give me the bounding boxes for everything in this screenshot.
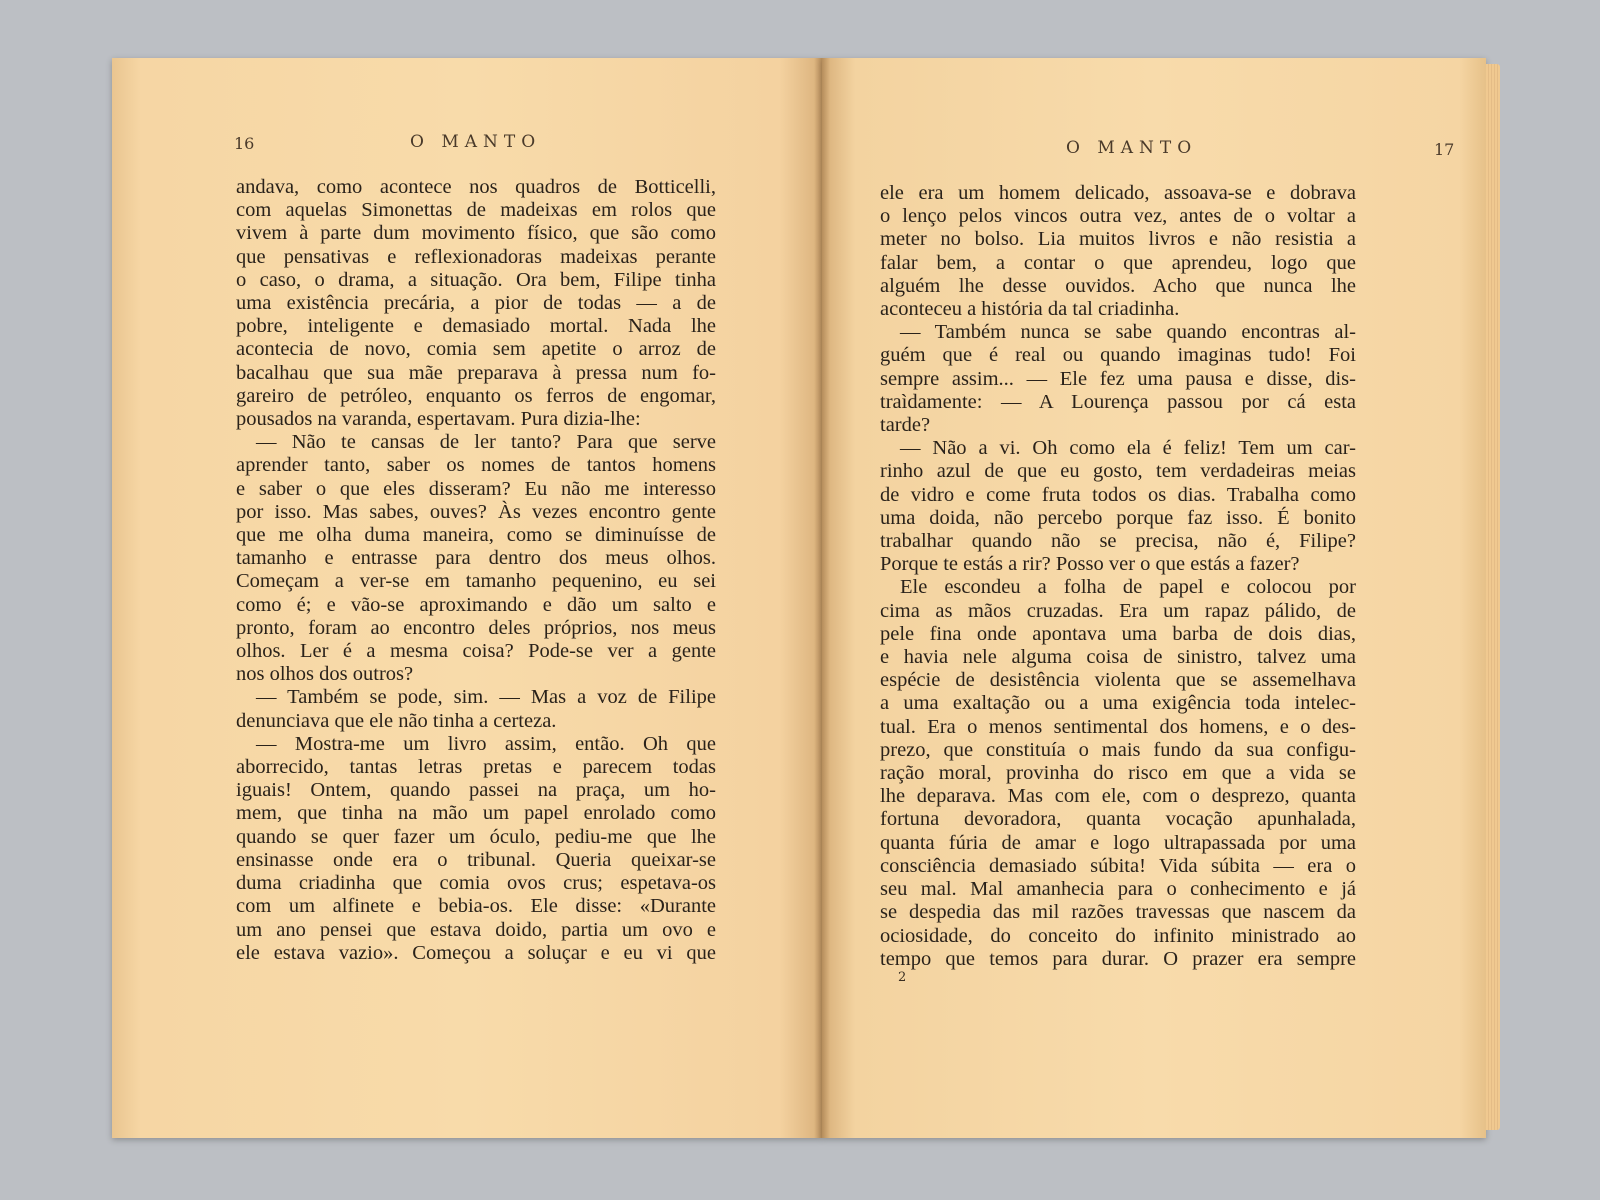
open-book — [112, 58, 1502, 1138]
text-line: ração moral, provinha do risco em que a vida se — [880, 762, 1356, 785]
text-line: — Não a vi. Oh como ela é feliz! Tem um car- — [900, 437, 1356, 460]
text-line: pobre, inteligente e demasiado mortal. Nada lhe — [236, 315, 716, 338]
text-line: tamanho e entrasse para dentro dos meus olhos. — [236, 547, 716, 570]
text-line: traìdamente: — A Lourença passou por cá esta — [880, 390, 1356, 413]
text-line: aconteceu a história da tal criadinha. — [880, 298, 1180, 321]
text-line: uma existência precária, a pior de todas — a de — [236, 292, 716, 315]
right-page-body — [880, 182, 1356, 971]
text-line: e havia nele alguma coisa de sinistro, talvez uma — [880, 646, 1356, 669]
text-line: nos olhos dos outros? — [236, 663, 414, 686]
left-page-body — [236, 176, 716, 965]
text-line: — Não te cansas de ler tanto? Para que serve — [256, 431, 716, 454]
text-line: como é; e vão-se aproximando e dão um salto e — [236, 593, 716, 616]
text-line: com um alfinete e bebia-os. Ele disse: «Durante — [236, 895, 716, 918]
text-line: uma doida, não percebo porque faz isso. É bonito — [880, 506, 1356, 529]
text-line: tempo que temos para durar. O prazer era sempre — [880, 947, 1356, 970]
text-line: lhe deparava. Mas com ele, com o desprezo, quanta — [880, 785, 1356, 808]
text-line: ele estava vazio». Começou a soluçar e eu vi que — [236, 941, 716, 964]
text-line: denunciava que ele não tinha a certeza. — [236, 709, 557, 732]
right-page-number: 17 — [1434, 140, 1455, 159]
text-line: o caso, o drama, a situação. Ora bem, Filipe tinha — [236, 268, 716, 291]
text-line: um ano pensei que estava doido, partia um ovo e — [236, 918, 716, 941]
right-running-header: O MANTO — [1066, 138, 1198, 158]
text-line: ociosidade, do conceito do infinito ministrado ao — [880, 924, 1356, 947]
text-line: consciência demasiado súbita! Vida súbita — era o — [880, 854, 1356, 877]
text-line: que me olha duma maneira, como se diminuísse de — [236, 524, 716, 547]
text-line: fortuna devoradora, quanta vocação apunhalada, — [880, 808, 1356, 831]
text-line: gareiro de petróleo, enquanto os ferros de engomar, — [236, 384, 716, 407]
page-edges — [1486, 64, 1500, 1130]
text-line: por isso. Mas sabes, ouves? Às vezes encontro gente — [236, 500, 716, 523]
left-page — [112, 58, 822, 1138]
text-line: tual. Era o menos sentimental dos homens, e o des- — [880, 715, 1356, 738]
text-line: Porque te estás a rir? Posso ver o que estás a fazer? — [880, 553, 1300, 576]
text-line: pele fina onde apontava uma barba de dois dias, — [880, 622, 1356, 645]
right-page — [822, 58, 1486, 1138]
text-line: mem, que tinha na mão um papel enrolado como — [236, 802, 716, 825]
text-line: tarde? — [880, 414, 931, 437]
text-line: Começam a ver-se em tamanho pequenino, eu sei — [236, 570, 716, 593]
text-line: duma criadinha que comia ovos crus; espetava-os — [236, 872, 716, 895]
text-line: espécie de desistência violenta que se assemelhava — [880, 669, 1356, 692]
text-line: quanta fúria de amar e logo ultrapassada por uma — [880, 831, 1356, 854]
text-line: pronto, foram ao encontro deles próprios, nos meus — [236, 616, 716, 639]
text-line: alguém lhe desse ouvidos. Acho que nunca lhe — [880, 274, 1356, 297]
text-line: falar bem, a contar o que aprendeu, logo que — [880, 251, 1356, 274]
text-line: ensinasse onde era o tribunal. Queria queixar-se — [236, 848, 716, 871]
text-line: de vidro e come fruta todos os dias. Trabalha como — [880, 483, 1356, 506]
text-line: a uma exaltação ou a uma exigência toda intelec- — [880, 692, 1356, 715]
text-line: iguais! Ontem, quando passei na praça, um ho- — [236, 779, 716, 802]
text-line: e saber o que eles disseram? Eu não me interesso — [236, 477, 716, 500]
text-line: aborrecido, tantas letras pretas e parecem todas — [236, 756, 716, 779]
text-line: meter no bolso. Lia muitos livros e não resistia a — [880, 228, 1356, 251]
text-line: prezo, que constituía o mais fundo da sua configu- — [880, 738, 1356, 761]
left-running-header: O MANTO — [410, 132, 542, 152]
text-line: — Também se pode, sim. — Mas a voz de Filipe — [256, 686, 716, 709]
text-line: o lenço pelos vincos outra vez, antes de o voltar a — [880, 205, 1356, 228]
text-line: cima as mãos cruzadas. Era um rapaz pálido, de — [880, 599, 1356, 622]
text-line: olhos. Ler é a mesma coisa? Pode-se ver a gente — [236, 640, 716, 663]
text-line: trabalhar quando não se precisa, não é, Filipe? — [880, 530, 1356, 553]
text-line: se despedia das mil razões travessas que nascem da — [880, 901, 1356, 924]
text-line: aprender tanto, saber os nomes de tantos homens — [236, 454, 716, 477]
text-line: com aquelas Simonettas de madeixas em rolos que — [236, 199, 716, 222]
text-line: andava, como acontece nos quadros de Botticelli, — [236, 176, 716, 198]
text-line: — Mostra-me um livro assim, então. Oh que — [256, 732, 716, 755]
text-line: — Também nunca se sabe quando encontras al- — [900, 321, 1356, 344]
text-line: guém que é real ou quando imaginas tudo! Foi — [880, 344, 1356, 367]
text-line: acontecia de novo, comia sem apetite o arroz de — [236, 338, 716, 361]
text-line: Ele escondeu a folha de papel e colocou por — [900, 576, 1356, 599]
left-page-number: 16 — [234, 134, 255, 153]
text-line: ele era um homem delicado, assoava-se e dobrava — [880, 182, 1356, 204]
text-line: quando se quer fazer um óculo, pediu-me que lhe — [236, 825, 716, 848]
text-line: vivem à parte dum movimento físico, que são como — [236, 222, 716, 245]
text-line: bacalhau que sua mãe preparava à pressa num fo- — [236, 361, 716, 384]
text-line: rinho azul de que eu gosto, tem verdadeiras meias — [880, 460, 1356, 483]
text-line: sempre assim... — Ele fez uma pausa e disse, dis- — [880, 367, 1356, 390]
text-line: que pensativas e reflexionadoras madeixas perante — [236, 245, 716, 268]
text-line: seu mal. Mal amanhecia para o conhecimento e já — [880, 878, 1356, 901]
text-line: pousados na varanda, espertavam. Pura dizia-lhe: — [236, 408, 641, 431]
book-gutter — [814, 58, 830, 1138]
signature-mark: 2 — [898, 970, 907, 985]
